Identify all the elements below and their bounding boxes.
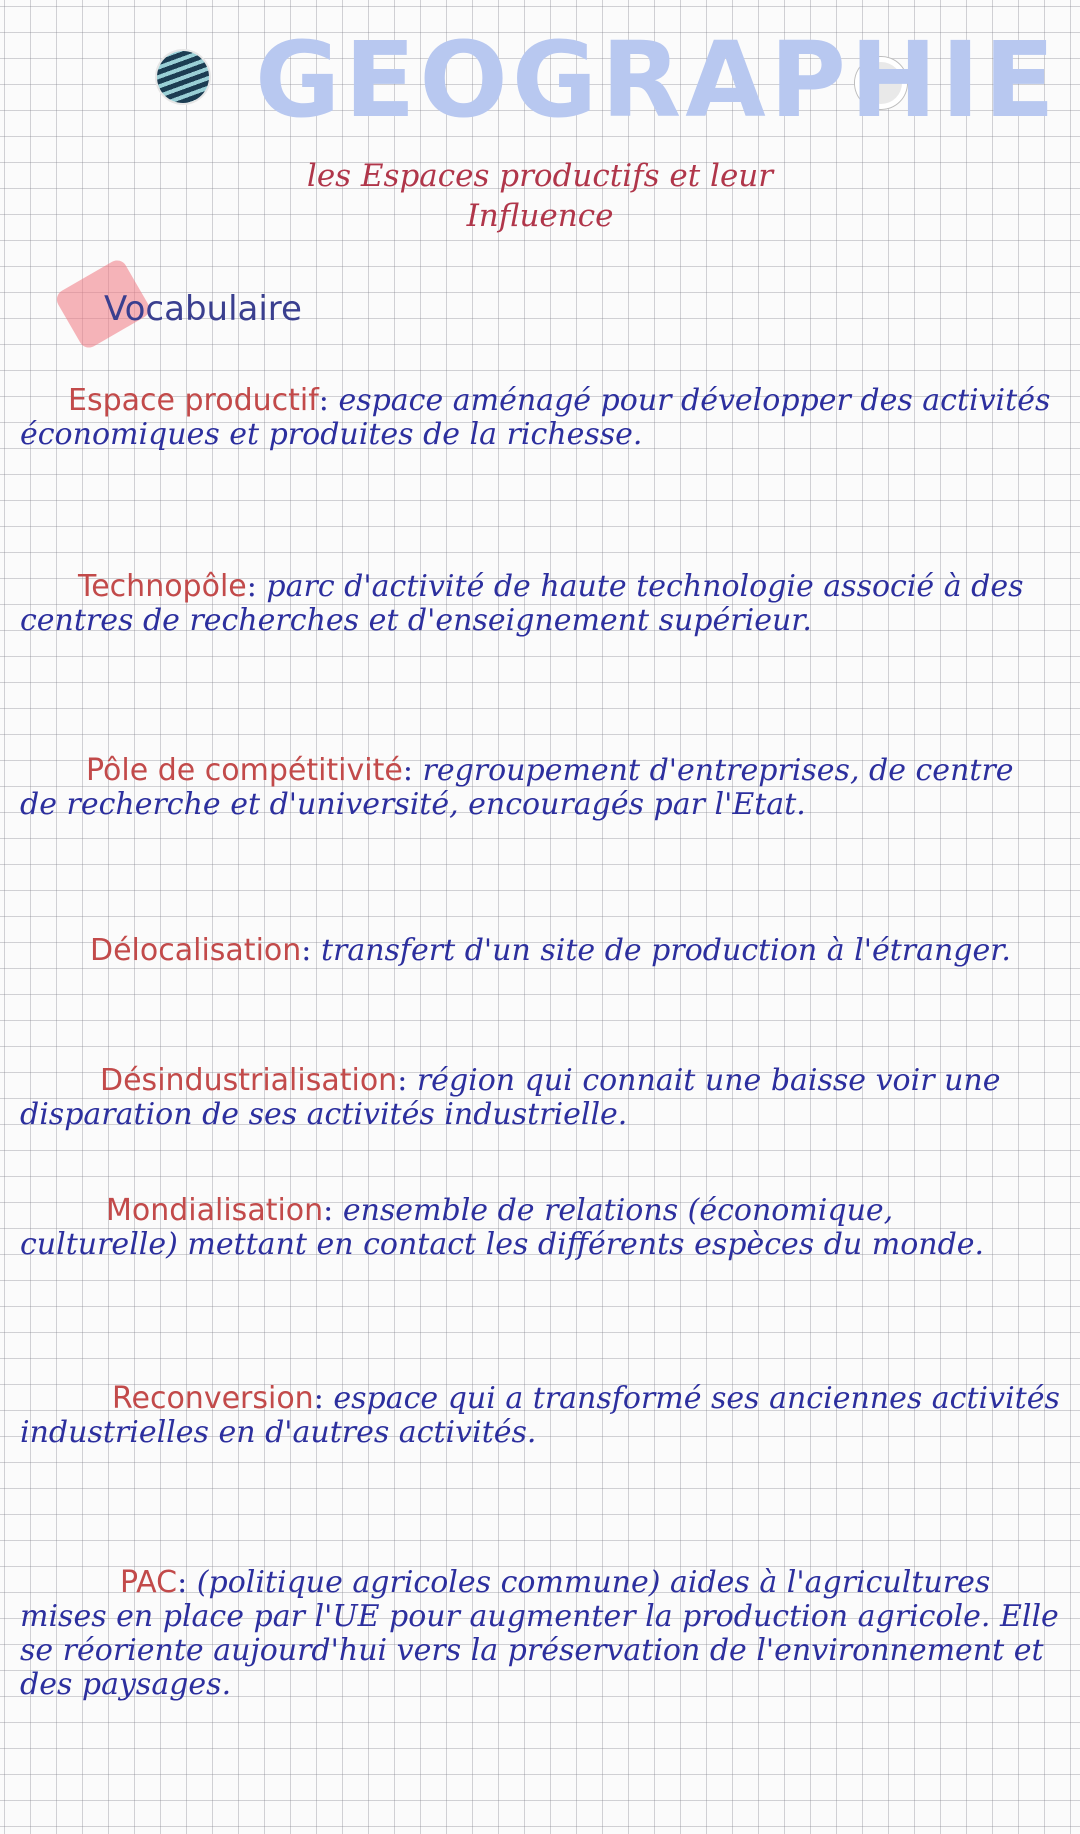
- vocab-definition: région qui connait une baisse voir une disparation de ses activités industrielle.: [20, 1063, 1001, 1132]
- vocab-term: Espace productif: [68, 383, 319, 418]
- vocab-term: Délocalisation: [90, 933, 302, 968]
- vocab-entry-desindustrialisation: Désindustrialisation: région qui connait une baisse voir une disparation de ses activités industrielle.: [20, 1063, 1001, 1132]
- vocab-entry-reconversion: Reconversion: espace qui a transformé ses anciennes activités industrielles en d'autres activités.: [20, 1381, 1060, 1450]
- vocab-term: Mondialisation: [106, 1193, 324, 1228]
- vocab-definition: transfert d'un site de production à l'étranger.: [320, 933, 1011, 968]
- vocab-term: Pôle de compétitivité: [86, 753, 403, 788]
- vocab-term: Reconversion: [112, 1381, 314, 1416]
- vocab-entry-espace-productif: Espace productif: espace aménagé pour développer des activités économiques et produites de la richesse.: [20, 383, 1051, 452]
- vocab-entry-technopole: Technopôle: parc d'activité de haute technologie associé à des centres de recherches et d'enseignement supérieur.: [20, 569, 1024, 638]
- vocab-definition: ensemble de relations (économique, culturelle) mettant en contact les différents espèces du monde.: [20, 1193, 985, 1262]
- vocab-term: PAC: [120, 1565, 178, 1600]
- vocab-entry-pac: PAC: (politique agricoles commune) aides à l'agricultures mises en place par l'UE pour augmenter la production agricole. Elle se réoriente aujourd'hui vers la préservation de l'environnement et des paysages.: [20, 1565, 1059, 1702]
- vocab-term: Technopôle: [78, 569, 247, 604]
- vocab-definition: regroupement d'entreprises, de centre de recherche et d'université, encouragés par l'Etat.: [20, 753, 1014, 822]
- vocabulary-heading: Vocabulaire: [104, 289, 302, 329]
- vocab-definition: parc d'activité de haute technologie associé à des centres de recherches et d'enseignement supérieur.: [20, 569, 1024, 638]
- vocab-definition: (politique agricoles commune) aides à l'agricultures mises en place par l'UE pour augmenter la production agricole. Elle se réoriente aujourd'hui vers la préservation de l'environnement et des paysages.: [20, 1565, 1059, 1702]
- vocab-entry-pole-competitivite: Pôle de compétitivité: regroupement d'entreprises, de centre de recherche et d'université, encouragés par l'Etat.: [20, 753, 1014, 822]
- vocab-definition: espace qui a transformé ses anciennes activités industrielles en d'autres activités.: [20, 1381, 1060, 1450]
- vocab-entry-delocalisation: Délocalisation: transfert d'un site de production à l'étranger.: [90, 933, 1011, 968]
- vocab-entry-mondialisation: Mondialisation: ensemble de relations (économique, culturelle) mettant en contact les différents espèces du monde.: [20, 1193, 985, 1262]
- vocab-definition: espace aménagé pour développer des activités économiques et produites de la richesse.: [20, 383, 1051, 452]
- binder-hole-icon: [157, 51, 209, 103]
- vocab-term: Désindustrialisation: [100, 1063, 398, 1098]
- page-title: GEOGRAPHIE: [255, 19, 1059, 141]
- page-subtitle: les Espaces productifs et leur Influence: [306, 158, 774, 234]
